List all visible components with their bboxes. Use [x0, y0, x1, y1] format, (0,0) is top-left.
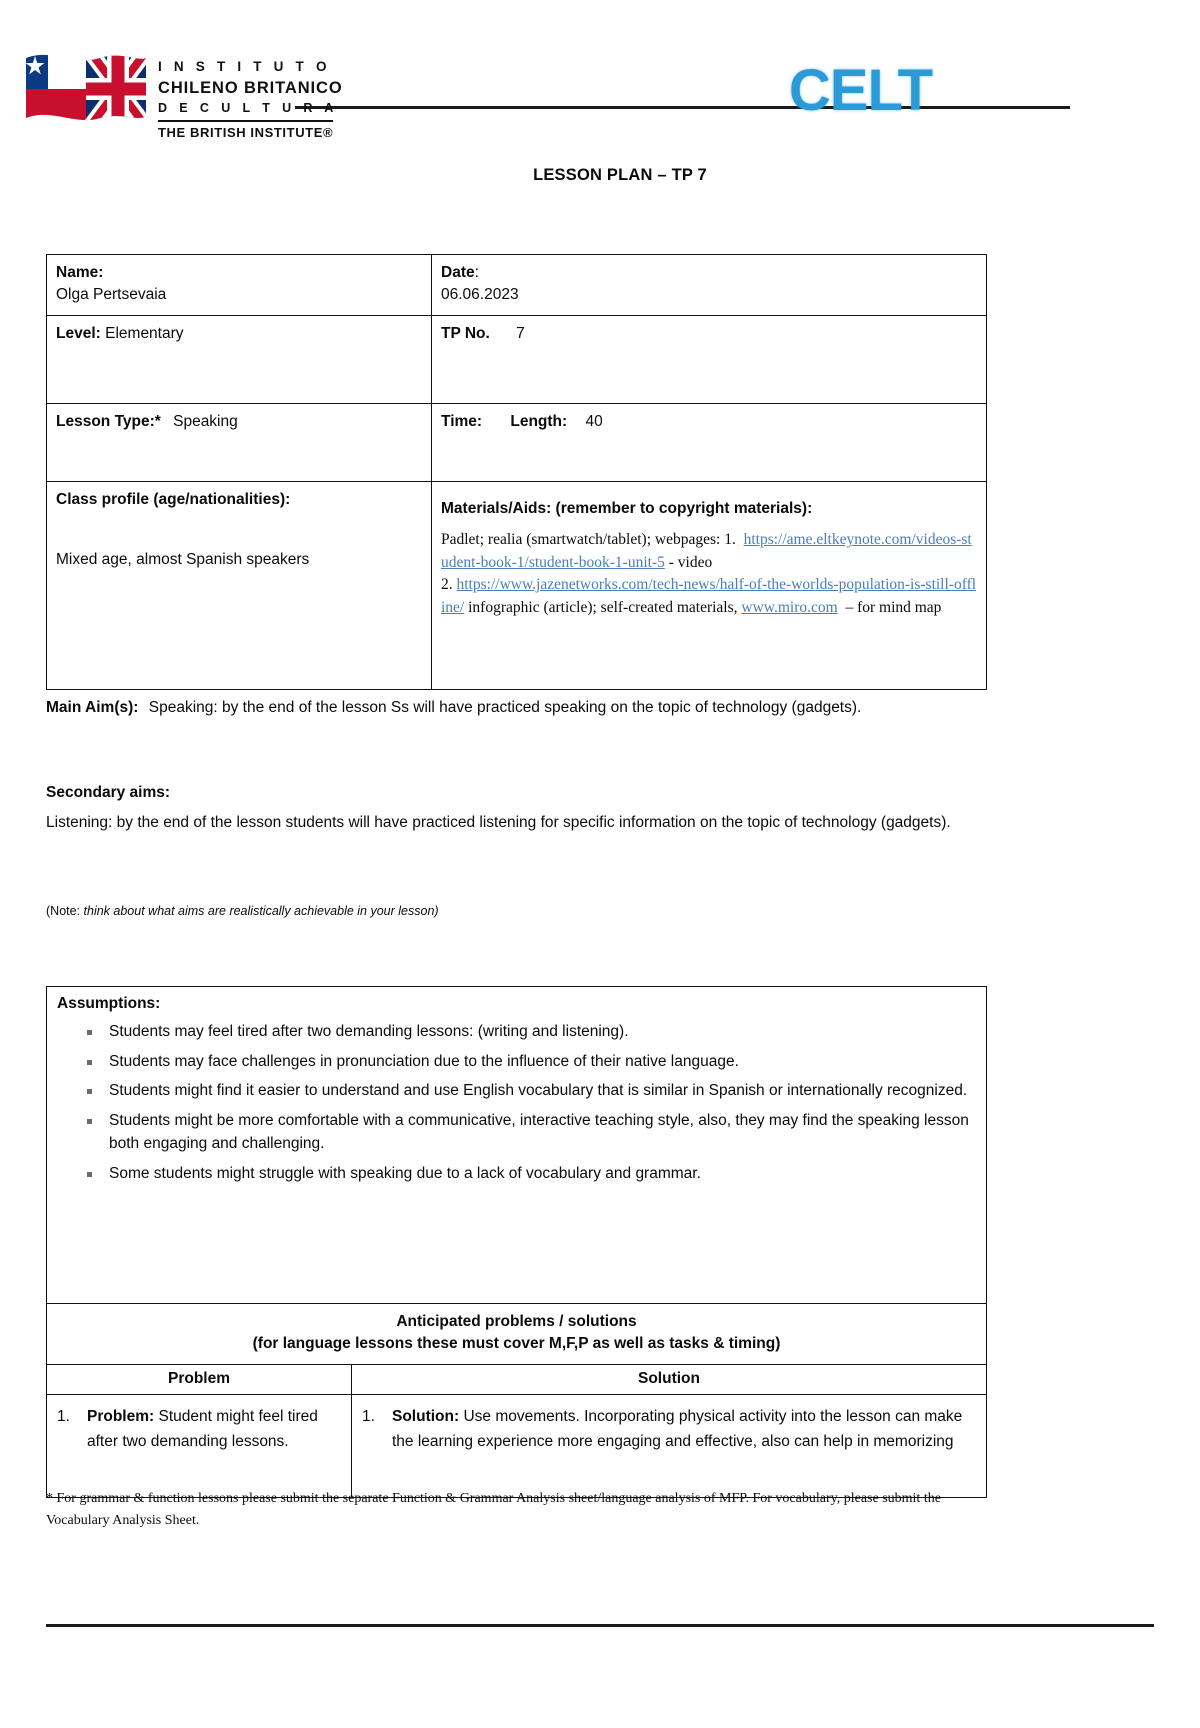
solution-text-line-2: the learning experience more engaging and effective, also can help in memorizing — [392, 1433, 954, 1451]
cell-tp-no — [432, 315, 987, 403]
anticipated-heading-line-1: Anticipated problems / solutions — [396, 1313, 637, 1330]
cell-time-length — [432, 403, 987, 481]
table-row-assumptions — [47, 987, 987, 1304]
cell-assumptions — [47, 987, 987, 1304]
assumptions-list — [57, 1020, 976, 1185]
tp-no-label: TP No. — [441, 324, 490, 342]
document-header — [0, 28, 1200, 148]
level-label: Level: — [56, 324, 101, 342]
page-title: LESSON PLAN – TP 7 — [533, 166, 707, 184]
materials-body — [441, 529, 977, 619]
table-row-name-date — [47, 255, 987, 316]
tp-no-value: 7 — [516, 324, 525, 342]
table-row-level-tpno — [47, 315, 987, 403]
table-row-classprofile-materials — [47, 481, 987, 689]
cell-problem-1 — [47, 1394, 352, 1497]
solution-number: 1. — [362, 1407, 375, 1425]
institute-line-4: THE BRITISH INSTITUTE® — [158, 120, 333, 139]
problem-text-line-1: Student might feel tired — [158, 1407, 318, 1425]
materials-link-3[interactable]: www.miro.com — [741, 598, 838, 616]
aims-note-italic: think about what aims are realistically achievable in your lesson) — [83, 903, 439, 918]
level-value: Elementary — [105, 324, 184, 342]
problem-text-line-2: after two demanding lessons. — [87, 1433, 289, 1451]
institute-line-1: I N S T I T U T O — [158, 59, 331, 74]
list-item: Students might be more comfortable with a communicative, interactive teaching style, also, they may find the speaking lesson both engaging and challenging. — [57, 1109, 976, 1156]
problem-line-1 — [57, 1404, 341, 1429]
materials-intro: Padlet; realia (smartwatch/tablet); webpages: 1. — [441, 531, 736, 549]
solution-text-line-1: Use movements. Incorporating physical activity into the lesson can make — [463, 1407, 963, 1425]
materials-after-link-1: - video — [668, 553, 713, 571]
lesson-type-label: Lesson Type:* — [56, 412, 161, 430]
materials-colon: : — [807, 499, 813, 517]
column-header-solution: Solution — [352, 1364, 987, 1394]
materials-item-2-number: 2. — [441, 576, 453, 594]
length-value: 40 — [585, 412, 603, 430]
name-label: Name: — [56, 264, 104, 281]
list-item: Students may feel tired after two demanding lessons: (writing and listening). — [57, 1020, 976, 1044]
list-item: Some students might struggle with speaking due to a lack of vocabulary and grammar. — [57, 1162, 976, 1186]
cell-name — [47, 255, 432, 316]
secondary-aims-label: Secondary aims: — [46, 784, 171, 802]
document-page — [0, 28, 1200, 1728]
footnote: * For grammar & function lessons please submit the separate Function & Grammar Analysis sheet/language analysis of MFP. For vocabulary, please submit the Vocabulary Analysis Sheet. — [46, 1491, 941, 1528]
table-row-anticipated-heading — [47, 1304, 987, 1365]
name-value: Olga Pertsevaia — [56, 286, 167, 304]
table-row — [47, 1394, 987, 1497]
materials-tail: – for mind map — [845, 598, 942, 616]
cell-anticipated-heading — [47, 1304, 987, 1365]
main-aims-text: Speaking: by the end of the lesson Ss will have practiced speaking on the topic of technology (gadgets). — [148, 699, 862, 716]
institute-line-2: CHILENO BRITANICO — [158, 78, 343, 97]
cell-lesson-type — [47, 403, 432, 481]
header-divider-rule — [295, 106, 1070, 109]
date-label: Date — [441, 264, 475, 281]
institute-line-3: D E C U L T U R A — [158, 101, 338, 115]
solution-label: Solution: — [392, 1407, 460, 1425]
date-colon: : — [474, 264, 479, 281]
list-item: Students may face challenges in pronunciation due to the influence of their native language. — [57, 1050, 976, 1074]
aims-note — [46, 902, 1006, 921]
celt-logo: CELT — [788, 58, 932, 123]
aims-note-prefix: (Note: — [46, 903, 81, 918]
cell-class-profile — [47, 481, 432, 689]
column-header-problem: Problem — [47, 1364, 352, 1394]
bottom-divider-rule — [46, 1624, 1154, 1627]
class-profile-value: Mixed age, almost Spanish speakers — [56, 551, 310, 569]
time-label: Time: — [441, 412, 483, 430]
table-row-lessontype-time — [47, 403, 987, 481]
problem-number: 1. — [57, 1407, 70, 1425]
institute-logo — [22, 46, 343, 141]
solution-line-1 — [362, 1404, 976, 1429]
cell-level — [47, 315, 432, 403]
materials-after-link-2: infographic (article); self-created materials, — [468, 598, 738, 616]
problem-label: Problem: — [87, 1407, 155, 1425]
date-value: 06.06.2023 — [441, 286, 519, 304]
table-row-problem-solution-header — [47, 1364, 987, 1394]
length-label: Length: — [510, 412, 568, 430]
anticipated-heading-line-2: (for language lessons these must cover M,F,P as well as tasks & timing) — [252, 1335, 781, 1353]
materials-link-2[interactable]: https://www.jazenetworks.com/tech-news/half-of-the-worlds-population-is-still-offline/ — [441, 576, 977, 616]
class-profile-label: Class profile (age/nationalities): — [56, 490, 291, 508]
main-aims-row — [46, 696, 1006, 719]
date-label-wrap — [441, 262, 977, 284]
assumptions-title: Assumptions: — [57, 995, 161, 1012]
cell-materials — [432, 481, 987, 689]
aims-spacer — [46, 719, 1006, 781]
materials-link-1[interactable]: https://ame.eltkeynote.com/videos-student-book-1/student-book-1-unit-5 — [441, 531, 972, 571]
cell-solution-1 — [352, 1394, 987, 1497]
assumptions-table — [46, 986, 987, 1498]
lesson-info-table — [46, 254, 987, 690]
materials-label: Materials/Aids: (remember to copyright materials) — [441, 499, 808, 517]
secondary-aims-text: Listening: by the end of the lesson students will have practiced listening for specific information on the topic of technology (gadgets). — [46, 813, 951, 831]
chile-uk-flag-icon — [22, 46, 150, 132]
materials-label-wrap — [441, 498, 977, 520]
lesson-type-value: Speaking — [173, 412, 238, 430]
main-aims-label: Main Aim(s): — [46, 699, 139, 716]
aims-section — [46, 696, 1006, 921]
list-item: Students might find it easier to understand and use English vocabulary that is similar in Spanish or internationally recognized. — [57, 1079, 976, 1103]
cell-date — [432, 255, 987, 316]
institute-wordmark — [158, 46, 343, 141]
